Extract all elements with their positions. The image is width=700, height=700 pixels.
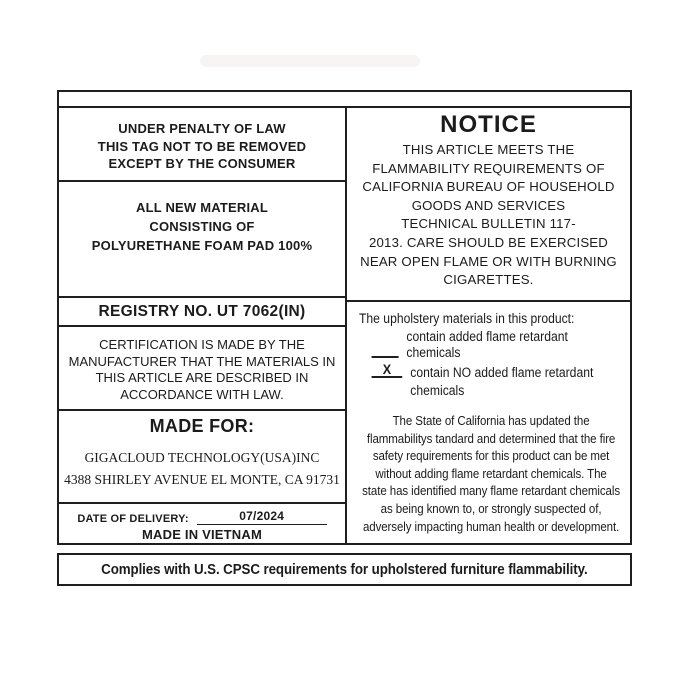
notice-heading: NOTICE [440, 111, 537, 138]
notice-section [347, 108, 630, 302]
label-top-strip [59, 92, 630, 108]
option-added-row [359, 329, 598, 361]
scan-ghosting-artifact [200, 55, 420, 67]
cpsc-compliance-statement: Complies with U.S. CPSC requirements for upholstered furniture flammability. [101, 561, 588, 578]
law-label [57, 90, 632, 545]
country-of-origin: MADE IN VIETNAM [142, 527, 262, 542]
delivery-row [59, 509, 345, 525]
option-added-label: contain added flame retardant chemicals [406, 329, 568, 360]
flame-retardant-intro: The upholstery materials in this product: [359, 311, 575, 326]
delivery-section [59, 504, 345, 543]
option-none-row [359, 363, 598, 381]
company-name: GIGACLOUD TECHNOLOGY(USA)INC [84, 450, 320, 465]
company-address: 4388 SHIRLEY AVENUE EL MONTE, CA 91731 [64, 472, 340, 487]
materials-statement: ALL NEW MATERIAL CONSISTING OF POLYURETHANE FOAM PAD 100% [59, 182, 345, 298]
label-columns [59, 108, 630, 543]
delivery-label: DATE OF DELIVERY: [77, 513, 189, 525]
penalty-statement: UNDER PENALTY OF LAW THIS TAG NOT TO BE REMOVED EXCEPT BY THE CONSUMER [59, 108, 345, 182]
option-added-checkline [372, 356, 399, 358]
made-for-heading: MADE FOR: [149, 416, 255, 436]
left-column [59, 108, 347, 543]
made-for-section [59, 411, 345, 504]
registry-number: REGISTRY NO. UT 7062(IN) [59, 298, 345, 327]
flame-retardant-section [347, 302, 630, 543]
california-statement: The State of California has updated the flammabilitys tandard and determined that the fire safety requirements for this product can be met without adding flame retardant chemicals. The state has identified many flame retardant chemicals as being known to, or strongly suspected of, adversely impacting human health or development. [362, 413, 621, 534]
notice-body: THIS ARTICLE MEETS THE FLAMMABILITY REQUIREMENTS OF CALIFORNIA BUREAU OF HOUSEHOLD GOODS AND SERVICES TECHNICAL BULLETIN 117- 2013. CARE SHOULD BE EXERCISED NEAR OPEN FLAME OR WITH BURNING CIGARETTES. [360, 142, 617, 288]
option-none-label: contain NO added flame retardant [410, 365, 594, 380]
delivery-date: 07/2024 [197, 509, 327, 525]
right-column [347, 108, 630, 543]
option-none-label-wrap: chemicals [410, 383, 465, 398]
cpsc-compliance-box [57, 553, 632, 586]
certification-statement: CERTIFICATION IS MADE BY THE MANUFACTURER THAT THE MATERIALS IN THIS ARTICLE ARE DESCRIBED IN ACCORDANCE WITH LAW. [59, 327, 345, 411]
option-none-checkline: X [372, 363, 403, 378]
